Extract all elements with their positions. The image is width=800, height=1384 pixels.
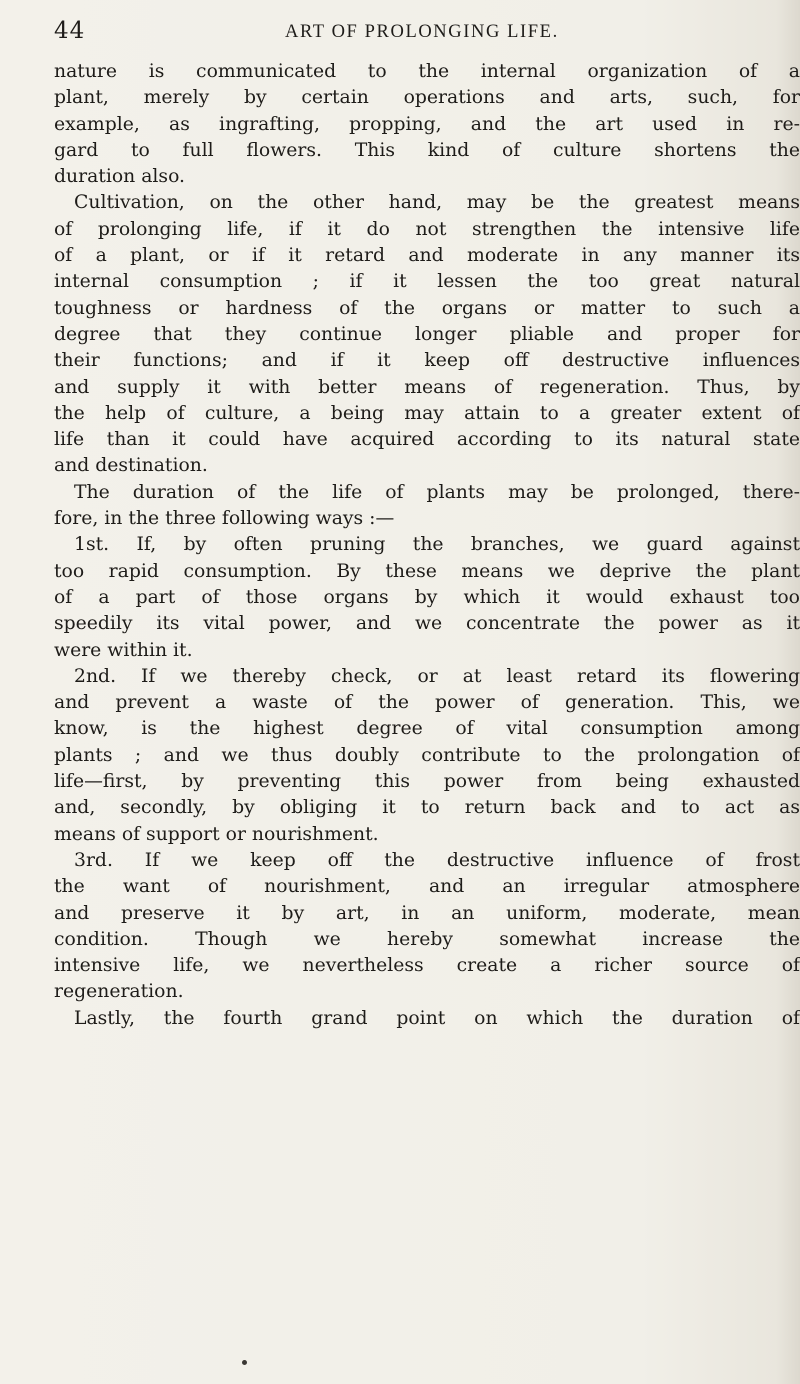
text-line: degree that they continue longer pliable and proper for — [54, 323, 800, 345]
text-line: and prevent a waste of the power of generation. This, we — [54, 692, 800, 714]
text-line: know, is the highest degree of vital consumption among — [54, 718, 800, 740]
text-line: nature is communicated to the internal organization of a — [54, 61, 800, 82]
body-text — [54, 59, 800, 1032]
running-title: ART OF PROLONGING LIFE. — [285, 22, 559, 42]
text-line: fore, in the three following ways :— — [54, 508, 395, 530]
text-line: duration also. — [54, 166, 186, 188]
text-line: life—first, by preventing this power from being exhausted — [54, 771, 800, 793]
text-line: gard to full flowers. This kind of culture shortens the — [54, 139, 800, 161]
text-line: 2nd. If we thereby check, or at least retard its flowering — [74, 665, 800, 687]
text-line: and supply it with better means of regeneration. Thus, by — [54, 376, 800, 398]
text-line: and preserve it by art, in an uniform, moderate, mean — [54, 902, 800, 924]
text-line: of a part of those organs by which it would exhaust too — [54, 586, 800, 608]
text-line: The duration of the life of plants may be prolonged, there- — [74, 481, 800, 503]
text-line: plant, merely by certain operations and arts, such, for — [54, 87, 800, 109]
text-line: Cultivation, on the other hand, may be the greatest means — [74, 192, 800, 214]
text-line: of a plant, or if it retard and moderate in any manner its — [54, 245, 800, 267]
text-line: speedily its vital power, and we concentrate the power as it — [54, 613, 800, 635]
text-line: the want of nourishment, and an irregular atmosphere — [54, 876, 800, 898]
text-line: toughness or hardness of the organs or matter to such a — [54, 297, 800, 319]
text-line: life than it could have acquired according to its natural state — [54, 429, 800, 451]
text-line: too rapid consumption. By these means we deprive the plant — [54, 560, 800, 582]
page-number: 44 — [54, 18, 86, 44]
text-line: and destination. — [54, 455, 208, 477]
text-line: Lastly, the fourth grand point on which the duration of — [74, 1007, 800, 1029]
text-line: condition. Though we hereby somewhat increase the — [54, 928, 800, 950]
text-line: means of support or nourishment. — [54, 823, 379, 845]
text-line: of prolonging life, if it do not strengthen the intensive life — [54, 218, 800, 240]
text-line: regeneration. — [54, 981, 184, 1003]
text-line: plants ; and we thus doubly contribute to the prolongation of — [54, 744, 800, 766]
text-line: the help of culture, a being may attain to a greater extent of — [54, 402, 800, 424]
ink-spot — [242, 1360, 247, 1365]
text-line: internal consumption ; if it lessen the too great natural — [54, 271, 800, 293]
text-line: were within it. — [54, 639, 193, 661]
text-line: 3rd. If we keep off the destructive influence of frost — [74, 849, 800, 871]
text-line: example, as ingrafting, propping, and the art used in re- — [54, 113, 800, 135]
text-line: their functions; and if it keep off destructive influences — [54, 350, 800, 372]
text-line: intensive life, we nevertheless create a richer source of — [54, 955, 800, 977]
text-line: and, secondly, by obliging it to return back and to act as — [54, 797, 800, 819]
page-header — [54, 18, 800, 52]
text-line: 1st. If, by often pruning the branches, we guard against — [74, 534, 800, 556]
